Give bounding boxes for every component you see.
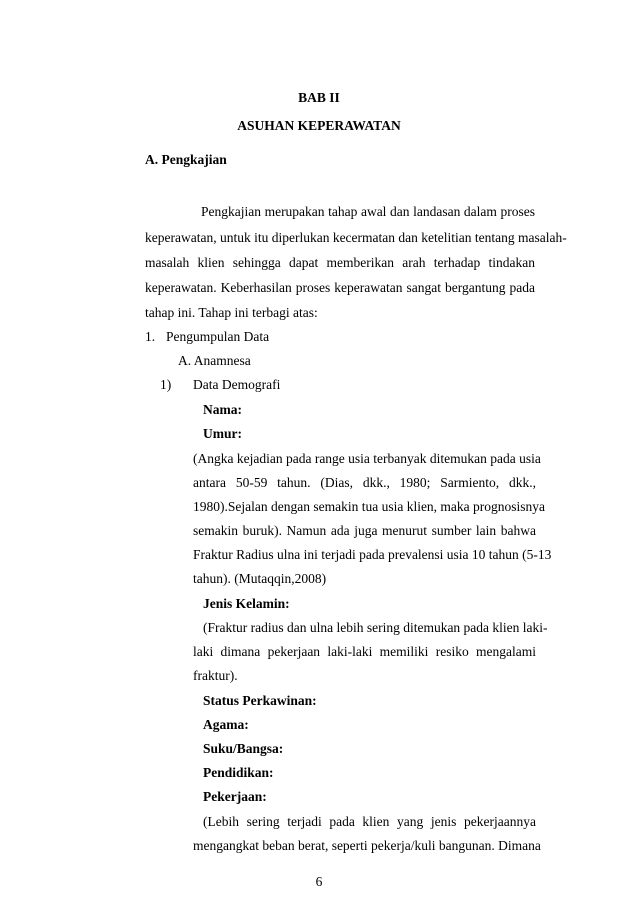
intro-line-last: tahap ini. Tahap ini terbagi atas: [145,305,318,320]
umur-line: (Angka kejadian pada range usia terbanyak ditemukan pada usia [193,451,541,466]
label-pekerjaan: Pekerjaan: [203,789,267,804]
pekerjaan-line: (Lebih sering terjadi pada klien yang jenis pekerjaannya [203,814,536,829]
label-status-perkawinan: Status Perkawinan: [203,693,317,708]
section-heading: A. Pengkajian [145,152,227,167]
umur-line: 1980).Sejalan dengan semakin tua usia klien, maka prognosisnya [193,499,546,514]
umur-line-last: tahun). (Mutaqqin,2008) [193,571,327,586]
label-suku-bangsa: Suku/Bangsa: [203,741,284,756]
list-item-text: Pengumpulan Data [166,329,270,344]
jenis-kelamin-line-last: fraktur). [193,668,238,683]
label-pendidikan: Pendidikan: [203,765,274,780]
intro-line: Pengkajian merupakan tahap awal dan landasan dalam proses [201,204,535,219]
intro-line: masalah klien sehingga dapat memberikan arah terhadap tindakan [145,255,535,270]
label-nama: Nama: [203,402,242,417]
intro-line: keperawatan, untuk itu diperlukan kecermatan dan ketelitian tentang masalah- [145,230,567,245]
jenis-kelamin-line: laki dimana pekerjaan laki-laki memiliki resiko mengalami [193,644,536,659]
umur-line: semakin buruk). Namun ada juga menurut sumber lain bahwa [193,523,536,538]
sub-number: 1) [160,377,172,392]
label-umur: Umur: [203,426,242,441]
umur-line: antara 50-59 tahun. (Dias, dkk., 1980; Sarmiento, dkk., [193,475,536,490]
label-agama: Agama: [203,717,249,732]
chapter-number: BAB II [298,90,340,105]
umur-line: Fraktur Radius ulna ini terjadi pada prevalensi usia 10 tahun (5-13 [193,547,552,562]
pekerjaan-line: mengangkat beban berat, seperti pekerja/kuli bangunan. Dimana [193,838,541,853]
intro-line: keperawatan. Keberhasilan proses keperawatan sangat bergantung pada [145,280,535,295]
sub-heading-demografi: Data Demografi [193,377,281,392]
list-number: 1. [145,329,156,344]
sub-heading-anamnesa: A. Anamnesa [178,353,251,368]
jenis-kelamin-line: (Fraktur radius dan ulna lebih sering ditemukan pada klien laki- [203,620,548,635]
label-jenis-kelamin: Jenis Kelamin: [203,596,290,611]
chapter-title: ASUHAN KEPERAWATAN [237,118,401,133]
page-number: 6 [315,874,323,889]
